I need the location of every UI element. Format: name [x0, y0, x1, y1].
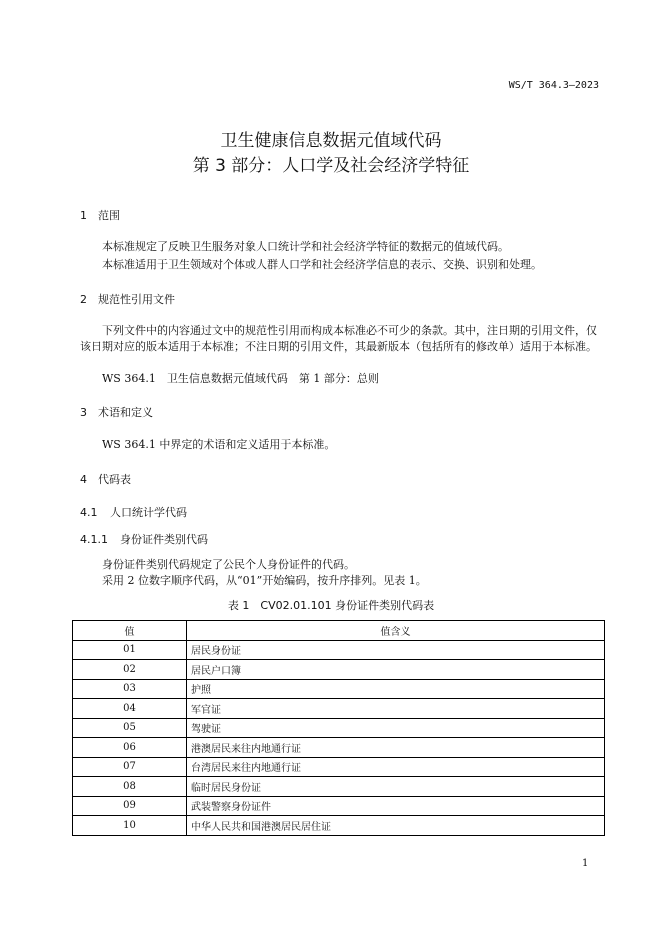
section-4-1-number: 4.1 — [80, 506, 98, 519]
cell-value: 05 — [73, 718, 187, 738]
section-1-heading — [80, 207, 120, 223]
cell-value: 10 — [73, 816, 187, 836]
standard-number: WS/T 364.3—2023 — [508, 80, 599, 91]
cell-value: 03 — [73, 679, 187, 699]
cell-meaning: 港澳居民来往内地通行证 — [187, 738, 605, 758]
cell-meaning: 居民户口簿 — [187, 660, 605, 680]
cell-value: 02 — [73, 660, 187, 680]
section-4-title: 代码表 — [98, 473, 131, 486]
table-row — [73, 738, 605, 758]
cell-value: 01 — [73, 640, 187, 660]
table-row — [73, 660, 605, 680]
cell-value: 04 — [73, 699, 187, 719]
table-header-row — [73, 621, 605, 641]
section-4-number: 4 — [80, 473, 87, 486]
cell-meaning: 居民身份证 — [187, 640, 605, 660]
cell-meaning: 台湾居民来往内地通行证 — [187, 757, 605, 777]
section-4-1-1-heading — [80, 531, 208, 547]
cell-meaning: 临时居民身份证 — [187, 777, 605, 797]
cell-meaning: 驾驶证 — [187, 718, 605, 738]
cell-meaning: 军官证 — [187, 699, 605, 719]
cell-value: 09 — [73, 796, 187, 816]
section-4-1-1-paragraph-2: 采用 2 位数字顺序代码，从“01”开始编码，按升序排列。见表 1。 — [102, 574, 427, 587]
section-2-reference: WS 364.1 卫生信息数据元值域代码 第 1 部分：总则 — [102, 372, 379, 385]
section-2-title: 规范性引用文件 — [98, 293, 175, 306]
page-number: 1 — [582, 858, 589, 869]
code-table — [72, 620, 605, 836]
header-meaning: 值含义 — [187, 621, 605, 641]
section-1-title: 范围 — [98, 209, 120, 222]
cell-meaning: 武装警察身份证件 — [187, 796, 605, 816]
section-3-paragraph-1: WS 364.1 中界定的术语和定义适用于本标准。 — [102, 438, 336, 451]
document-title-line2: 第 3 部分：人口学及社会经济学特征 — [192, 156, 470, 176]
table-row — [73, 816, 605, 836]
section-3-heading — [80, 404, 153, 420]
cell-meaning: 护照 — [187, 679, 605, 699]
section-3-title: 术语和定义 — [98, 406, 153, 419]
section-4-1-title: 人口统计学代码 — [110, 506, 187, 519]
cell-value: 08 — [73, 777, 187, 797]
section-3-number: 3 — [80, 406, 87, 419]
table-row — [73, 640, 605, 660]
table-row — [73, 679, 605, 699]
table-1-caption: 表 1 CV02.01.101 身份证件类别代码表 — [227, 599, 435, 612]
table-row — [73, 718, 605, 738]
document-title-line1: 卫生健康信息数据元值域代码 — [220, 131, 442, 151]
section-2-paragraph-1: 下列文件中的内容通过文中的规范性引用而构成本标准必不可少的条款。其中，注日期的引用文件，仅该日期对应的版本适用于本标准；不注日期的引用文件，其最新版本（包括所有的修改单）适用于本标准。 — [80, 324, 597, 353]
section-4-1-heading — [80, 504, 187, 520]
table-row — [73, 699, 605, 719]
section-4-1-1-title: 身份证件类别代码 — [120, 533, 208, 546]
section-1-paragraph-1: 本标准规定了反映卫生服务对象人口统计学和社会经济学特征的数据元的值域代码。 — [102, 240, 509, 253]
cell-meaning: 中华人民共和国港澳居民居住证 — [187, 816, 605, 836]
table-row — [73, 796, 605, 816]
section-4-1-1-number: 4.1.1 — [80, 533, 108, 546]
table-row — [73, 777, 605, 797]
section-2-heading — [80, 291, 175, 307]
section-1-number: 1 — [80, 209, 87, 222]
header-value: 值 — [73, 621, 187, 641]
section-4-1-1-paragraph-1: 身份证件类别代码规定了公民个人身份证件的代码。 — [102, 558, 355, 571]
table-row — [73, 757, 605, 777]
section-4-heading — [80, 471, 131, 487]
cell-value: 07 — [73, 757, 187, 777]
section-1-paragraph-2: 本标准适用于卫生领域对个体或人群人口学和社会经济学信息的表示、交换、识别和处理。 — [102, 258, 542, 271]
section-2-number: 2 — [80, 293, 87, 306]
cell-value: 06 — [73, 738, 187, 758]
